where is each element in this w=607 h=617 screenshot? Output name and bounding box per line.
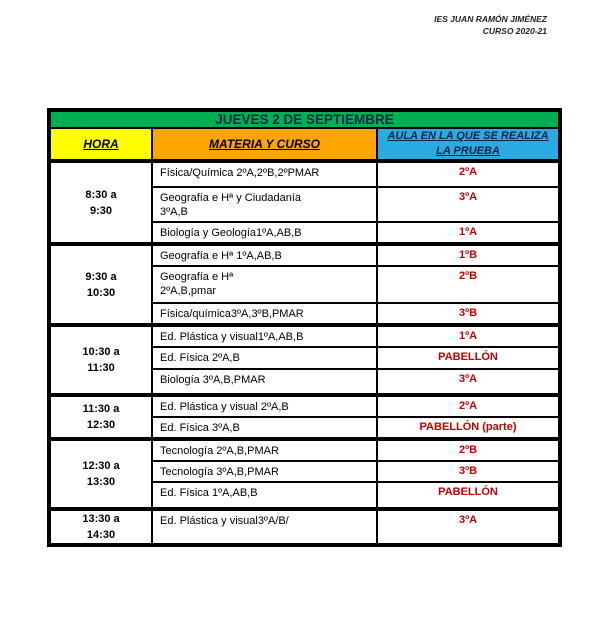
time-slot-0930-1030: 9:30 a 10:30 — [49, 244, 152, 325]
subject-cell: Geografía e Hª 1ºA,AB,B — [152, 244, 377, 266]
subject-cell: Ed. Física 3ºA,B — [152, 417, 377, 439]
subject-cell: Ed. Plástica y visual 2ºA,B — [152, 395, 377, 417]
subject-cell: Biología y Geología1ºA,AB,B — [152, 222, 377, 244]
course-year: CURSO 2020-21 — [482, 25, 547, 36]
room-cell: 3ºA — [377, 369, 560, 395]
room-cell: 1ºB — [377, 244, 560, 266]
table-title: JUEVES 2 DE SEPTIEMBRE — [49, 110, 560, 128]
room-cell: 3ºB — [377, 303, 560, 325]
room-cell: 1ºA — [377, 222, 560, 244]
room-cell: PABELLÓN — [377, 347, 560, 369]
table-row — [49, 161, 560, 187]
time-slot-1130-1230: 11:30 a 12:30 — [49, 395, 152, 439]
room-cell: PABELLÓN (parte) — [377, 417, 560, 439]
column-header-materia: MATERIA Y CURSO — [152, 128, 377, 161]
aula-header-line1: AULA EN LA QUE SE REALIZA — [387, 130, 549, 142]
room-cell: 2ºA — [377, 395, 560, 417]
school-name: IES JUAN RAMÓN JIMÉNEZ — [434, 14, 547, 24]
subject-cell: Física/Química 2ºA,2ºB,2ºPMAR — [152, 161, 377, 187]
table-row — [49, 395, 560, 417]
time-slot-0830-0930: 8:30 a 9:30 — [49, 161, 152, 244]
time-slot-1330-1430: 13:30 a 14:30 — [49, 509, 152, 545]
room-cell: 3ºA — [377, 509, 560, 545]
document-header — [434, 14, 547, 37]
room-cell: 2ºB — [377, 266, 560, 303]
subject-cell: Física/química3ºA,3ºB,PMAR — [152, 303, 377, 325]
table-title-row — [49, 110, 560, 128]
subject-cell: Ed. Física 1ºA,AB,B — [152, 482, 377, 509]
time-slot-1230-1330: 12:30 a 13:30 — [49, 439, 152, 509]
table-row — [49, 439, 560, 461]
room-cell: 3ºB — [377, 461, 560, 482]
subject-cell: Geografía e Hª 2ºA,B,pmar — [152, 266, 377, 303]
subject-cell: Ed. Física 2ºA,B — [152, 347, 377, 369]
room-cell: 3ºA — [377, 187, 560, 222]
room-cell: 2ºA — [377, 161, 560, 187]
column-header-aula — [377, 128, 560, 161]
aula-header-line2: LA PRUEBA — [436, 145, 500, 157]
table-row — [49, 509, 560, 545]
exam-schedule-table — [47, 108, 562, 547]
table-row — [49, 325, 560, 347]
room-cell: 2ºB — [377, 439, 560, 461]
subject-cell: Biología 3ºA,B,PMAR — [152, 369, 377, 395]
room-cell: 1ºA — [377, 325, 560, 347]
column-header-row — [49, 128, 560, 161]
time-slot-1030-1130: 10:30 a 11:30 — [49, 325, 152, 395]
column-header-hora: HORA — [49, 128, 152, 161]
subject-cell: Geografía e Hª y Ciudadanía 3ºA,B — [152, 187, 377, 222]
table-row — [49, 244, 560, 266]
subject-cell: Ed. Plástica y visual3ºA/B/ — [152, 509, 377, 545]
room-cell: PABELLÓN — [377, 482, 560, 509]
subject-cell: Tecnología 3ºA,B,PMAR — [152, 461, 377, 482]
subject-cell: Ed. Plástica y visual1ºA,AB,B — [152, 325, 377, 347]
subject-cell: Tecnología 2ºA,B,PMAR — [152, 439, 377, 461]
